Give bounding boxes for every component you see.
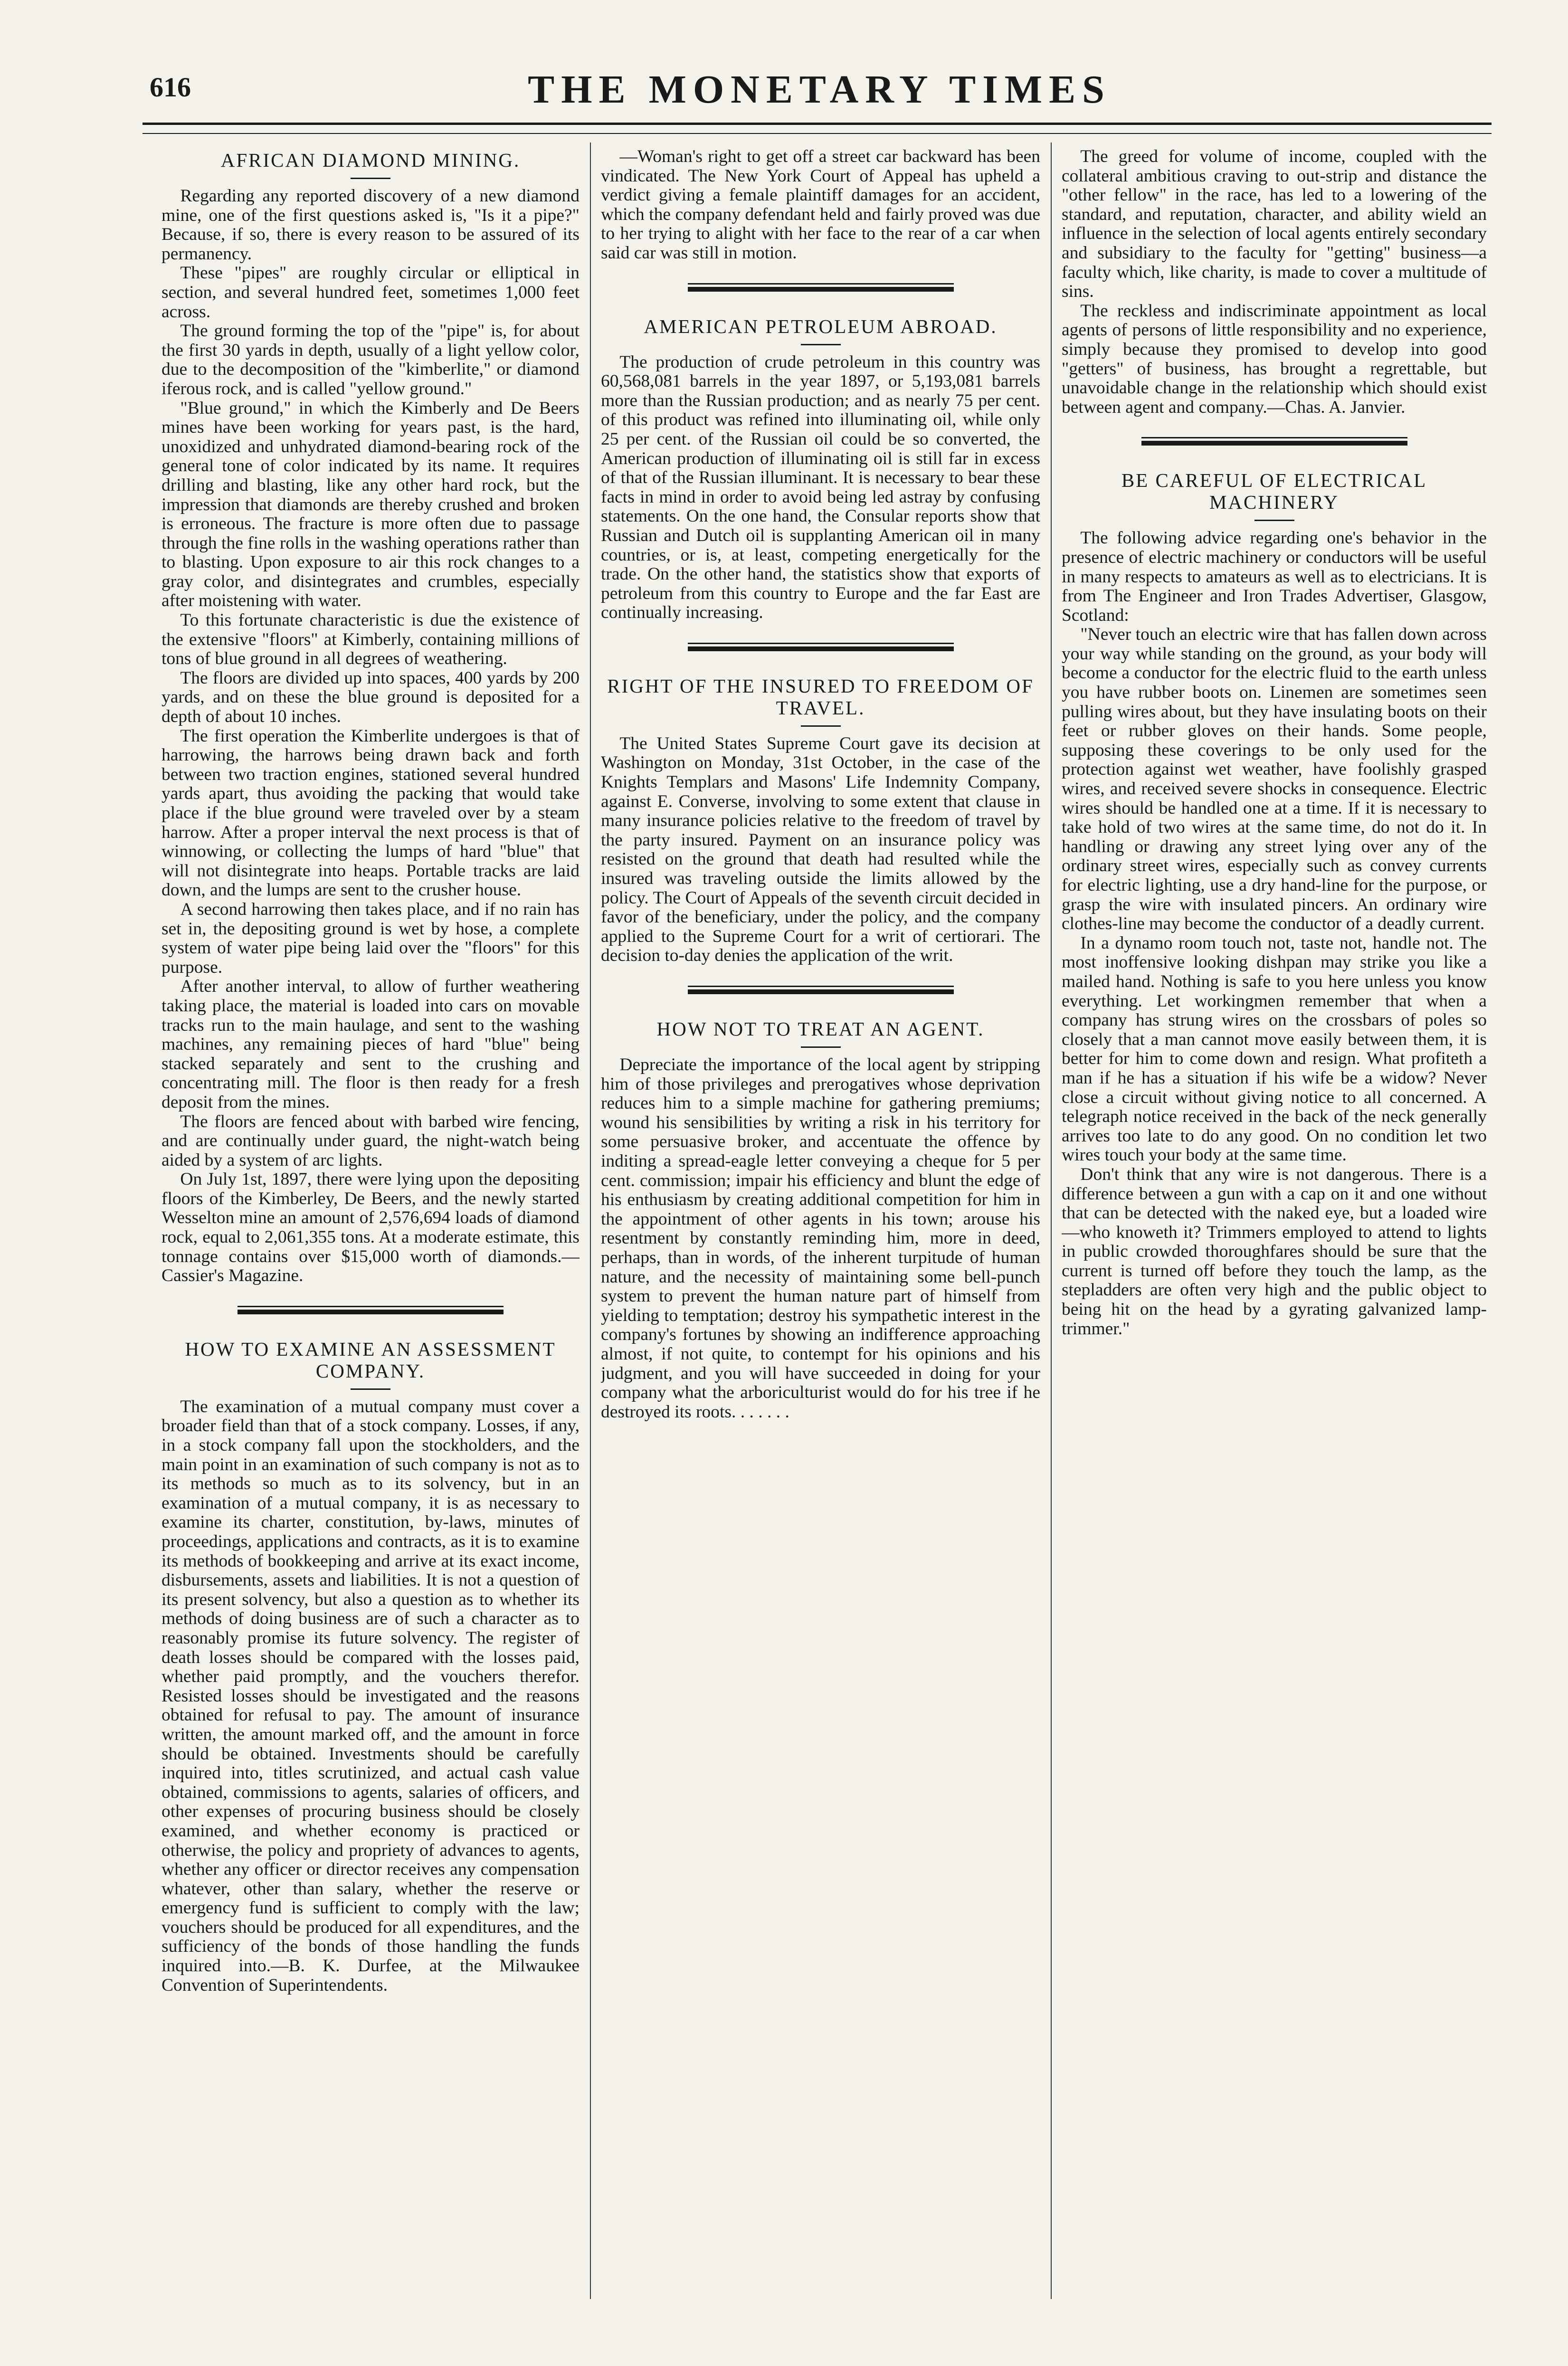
paragraph: After another interval, to allow of further weathering taking place, the material is loaded into cars on movable tracks run to the main haulage, and sent to the washing machines, any remaining pieces of hard "blue" being stacked separately and sent to the crushing and concentrating mill. The floor is then ready for a fresh deposit from the mines.	[162, 977, 580, 1112]
article-separator	[238, 1306, 504, 1314]
page-number: 616	[150, 72, 191, 103]
article-title: HOW TO EXAMINE AN ASSESSMENT COMPANY.	[185, 1338, 556, 1382]
article-title: HOW NOT TO TREAT AN AGENT.	[656, 1018, 985, 1040]
article-african-diamond-mining	[162, 149, 580, 1286]
column-2	[601, 147, 1040, 2313]
paragraph: The floors are divided up into spaces, 400 yards by 200 yards, and on these the blue ground is deposited for a depth of about 10 inches.	[162, 668, 580, 727]
article-treat-agent-continued	[1062, 147, 1487, 417]
paragraph: The production of crude petroleum in this country was 60,568,081 barrels in the year 1897, or 5,193,081 barrels more than the Russian production; and as nearly 75 per cent. of this product was refined into illuminating oil, while only 25 per cent. of the Russian oil could be so converted, the American production of illuminating oil is still far in excess of that of the Russian illuminant. It is necessary to bear these facts in mind in order to avoid being led astray by confusing statements. On the one hand, the Consular reports show that Russian and Dutch oil is supplanting American oil in many countries, or is, at least, competing energetically for the trade. On the other hand, the statistics show that exports of petroleum from this country to Europe and the far East are continually increasing.	[601, 352, 1040, 623]
masthead-rule	[143, 123, 1492, 125]
title-dash	[351, 178, 390, 179]
title-dash	[801, 344, 841, 345]
article-american-petroleum	[601, 315, 1040, 623]
article-title: AMERICAN PETROLEUM ABROAD.	[644, 315, 998, 337]
paragraph: The first operation the Kimberlite undergoes is that of harrowing, the harrows being drawn back and forth between two traction engines, stationed several hundred yards apart, thus avoiding the packing that would take place if the blue ground were traveled over by a steam harrow. After a proper interval the next process is that of winnowing, or collecting the lumps of hard "blue" that will not disintegrate into heaps. Portable tracks are laid down, and the lumps are sent to the crusher house.	[162, 726, 580, 900]
paragraph: A second harrowing then takes place, and if no rain has set in, the depositing ground is wet by hose, a complete system of water pipe being laid over the "floors" for this purpose.	[162, 899, 580, 977]
article-separator	[688, 283, 954, 292]
paragraph: —Woman's right to get off a street car backward has been vindicated. The New York Court of Appeal has upheld a verdict giving a female plaintiff damages for an accident, which the company defendant held and fairly proved was due to her trying to alight with her face to the rear of a car when said car was still in motion.	[601, 147, 1040, 263]
article-separator	[688, 986, 954, 994]
title-dash	[801, 725, 841, 727]
paragraph: The United States Supreme Court gave its decision at Washington on Monday, 31st October, in the case of the Knights Templars and Masons' Life Indemnity Company, against E. Converse, involving to some extent that clause in many insurance policies relative to the freedom of travel by the party insured. Payment on an insurance policy was resisted on the ground that death had resulted while the insured was traveling outside the limits allowed by the policy. The Court of Appeals of the seventh circuit decided in favor of the beneficiary, under the policy, and the company applied to the Supreme Court for a writ of certiorari. The decision to-day denies the application of the writ.	[601, 733, 1040, 966]
paragraph: These "pipes" are roughly circular or elliptical in section, and several hundred feet, sometimes 1,000 feet across.	[162, 263, 580, 322]
paragraph: Don't think that any wire is not dangerous. There is a difference between a gun with a cap on it and one without that can be detected with the naked eye, but a loaded wire—who knoweth it? Trimmers employed to attend to lights in public crowded thoroughfares should be sure that the current is turned off before they touch the lamp, as the stepladders are often very high and the public object to being hit on the head by a gyrating galvanized lamp-trimmer."	[1062, 1164, 1487, 1339]
column-1	[162, 147, 580, 2313]
title-dash	[801, 1046, 841, 1048]
article-street-car	[601, 147, 1040, 263]
paragraph: On July 1st, 1897, there were lying upon the depositing floors of the Kimberley, De Beers, and the newly started Wesselton mine an amount of 2,576,694 loads of diamond rock, equal to 2,061,355 tons. At a moderate estimate, this tonnage contains over $15,000 worth of diamonds.—Cassier's Magazine.	[162, 1169, 580, 1286]
title-dash	[351, 1388, 390, 1390]
article-separator	[1141, 437, 1407, 446]
article-right-of-insured	[601, 675, 1040, 966]
paragraph: The floors are fenced about with barbed wire fencing, and are continually under guard, the night-watch being aided by a system of arc lights.	[162, 1112, 580, 1170]
article-title: BE CAREFUL OF ELECTRICAL MACHINERY	[1121, 469, 1427, 513]
masthead-rule-thin	[143, 133, 1492, 134]
paragraph: "Never touch an electric wire that has fallen down across your way while standing on the ground, as your body will become a conductor for the electric fluid to the earth unless you have rubber boots on. Linemen are sometimes seen pulling wires about, but they have insulating boots on their feet or rubber gloves on their hands. Some people, supposing these coverings to be only used for the protection against wet weather, have foolishly grasped wires, and received severe shocks in consequence. Electric wires should be handled one at a time. If it is necessary to take hold of two wires at the same time, do not do it. In handling or drawing any street lying over any of the ordinary street wires, especially such as convey currents for electric lighting, use a dry hand-line for the purpose, or grasp the wire with insulated pincers. An ordinary wire clothes-line may become the conductor of a deadly current.	[1062, 625, 1487, 934]
masthead-title: THE MONETARY TIMES	[528, 67, 1111, 112]
column-divider	[1051, 143, 1052, 2299]
column-3	[1062, 147, 1487, 2313]
paragraph: "Blue ground," in which the Kimberly and De Beers mines have been working for years past, is the hard, unoxidized and unhydrated diamond-bearing rock of the general tone of color indicated by its name. It requires drilling and blasting, like any other hard rock, but the impression that diamonds are thereby crushed and broken is erroneous. The fracture is more often due to passage through the fine rolls in the washing operations rather than to blasting. Upon exposure to air this rock changes to a gray color, and disintegrates and crumbles, especially after moistening with water.	[162, 398, 580, 611]
column-divider	[590, 143, 591, 2299]
paragraph: To this fortunate characteristic is due the existence of the extensive "floors" at Kimberly, containing millions of tons of blue ground in all degrees of weathering.	[162, 610, 580, 669]
article-treat-agent	[601, 1018, 1040, 1422]
paragraph: The greed for volume of income, coupled with the collateral ambitious craving to out-strip and distance the "other fellow" in the race, has led to a lowering of the standard, and reputation, character, and ability wield an influence in the selection of local agents entirely secondary and subsidiary to the faculty for "getting" business—a faculty which, like charity, is made to cover a multitude of sins.	[1062, 147, 1487, 302]
paragraph: The reckless and indiscriminate appointment as local agents of persons of little responsibility and no experience, simply because they promised to develop into good "getters" of business, has brought a regrettable, but unavoidable change in the relationship which should exist between agent and company.—Chas. A. Janvier.	[1062, 301, 1487, 417]
paragraph: The examination of a mutual company must cover a broader field than that of a stock company. Losses, if any, in a stock company fall upon the stockholders, and the main point in an examination of such company is not as to its methods so much as to its solvency, but in an examination of a mutual company, it is as necessary to examine its charter, constitution, by-laws, minutes of proceedings, applications and contracts, as it is to examine its methods of bookkeeping and arrive at its exact income, disbursements, assets and liabilities. It is not a question of its present solvency, but also a question as to whether its methods of doing business are of such a character as to reasonably promise its future solvency. The register of death losses should be compared with the losses paid, whether paid promptly, and the vouchers therefor. Resisted losses should be investigated and the reasons obtained for refusal to pay. The amount of insurance written, the amount marked off, and the amount in force should be obtained. Investments should be carefully inquired into, titles scrutinized, and actual cash value obtained, commissions to agents, salaries of officers, and other expenses of procuring business should be closely examined, and whether economy is practiced or otherwise, the policy and propriety of advances to agents, whether any officer or director receives any compensation whatever, other than salary, whether the reserve or emergency fund is sufficient to comply with the law; vouchers should be produced for all expenditures, and the sufficiency of the bonds of those handling the funds inquired into.—B. K. Durfee, at the Milwaukee Convention of Superintendents.	[162, 1397, 580, 1995]
paragraph: Depreciate the importance of the local agent by stripping him of those privileges and prerogatives whose deprivation reduces him to a simple machine for gathering premiums; wound his sensibilities by writing a risk in his territory for some persuasive broker, and accentuate the offence by inditing a spread-eagle letter conveying a cheque for 5 per cent. commission; impair his efficiency and blunt the edge of his enthusiasm by creating additional competition for him in the appointment of other agents in his town; arouse his resentment by constantly reminding him, more in deed, perhaps, than in words, of the inherent turpitude of human nature, and the necessity of maintaining some bell-punch system to prevent the human nature part of himself from yielding to temptation; destroy his sympathetic interest in the company's fortunes by showing an indifference approaching almost, if not quite, to contempt for his opinions and his judgment, and you will have succeeded in doing for your company what the arboriculturist would do for his tree if he destroyed its roots. . . . . . .	[601, 1055, 1040, 1422]
title-dash	[1254, 520, 1294, 521]
paragraph: Regarding any reported discovery of a new diamond mine, one of the first questions asked is, "Is it a pipe?" Because, if so, there is every reason to be assured of its permanency.	[162, 186, 580, 264]
article-title: RIGHT OF THE INSURED TO FREEDOM OF TRAVEL.	[607, 675, 1034, 719]
article-title: AFRICAN DIAMOND MINING.	[220, 149, 521, 171]
article-electrical-machinery	[1062, 469, 1487, 1339]
article-assessment-company	[162, 1338, 580, 1995]
paragraph: The following advice regarding one's behavior in the presence of electric machinery or conductors will be useful in many respects to amateurs as well as to electricians. It is from The Engineer and Iron Trades Advertiser, Glasgow, Scotland:	[1062, 528, 1487, 625]
paragraph: The ground forming the top of the "pipe" is, for about the first 30 yards in depth, usually of a light yellow color, due to the decomposition of the "kimberlite," or diamond iferous rock, and is called "yellow ground."	[162, 321, 580, 399]
paragraph: In a dynamo room touch not, taste not, handle not. The most inoffensive looking dishpan may strike you like a mailed hand. Nothing is safe to you here unless you know everything. Let workingmen remember that when a company has strung wires on the crossbars of poles so closely that a man cannot move easily between them, it is better for him to come down and resign. What profiteth a man if he has a situation if his wife be a widow? Never close a circuit without giving notice to all concerned. A telegraph notice received in the back of the neck generally arrives too late to do any good. On no condition let two wires touch your body at the same time.	[1062, 933, 1487, 1165]
article-separator	[688, 643, 954, 651]
